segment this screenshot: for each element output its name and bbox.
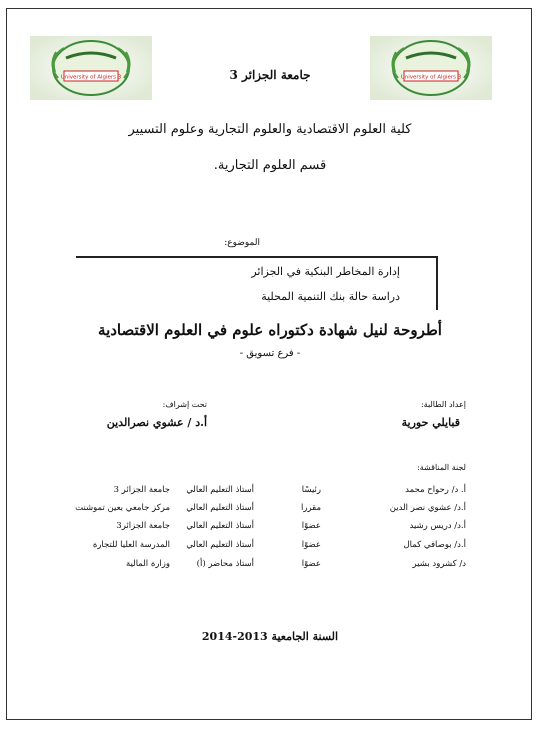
student-name: قبايلي حورية xyxy=(401,416,460,429)
supervisor-label: تحت إشراف: xyxy=(162,400,207,409)
member-rank: أستاذ التعليم العالي xyxy=(186,485,254,495)
member-name: أ.د/ عشوي نصر الدين xyxy=(389,503,466,513)
supervisor-name: أ.د / عشوي نصرالدين xyxy=(106,416,207,429)
member-role: رئيسًا xyxy=(301,485,321,495)
member-institution: مركز جامعي بعين تموشنت xyxy=(75,503,170,513)
member-role: مقررا xyxy=(300,503,321,513)
member-rank: أستاذ التعليم العالي xyxy=(186,521,254,531)
logo-caption-right: University of Algiers 3 xyxy=(400,74,462,81)
member-name: أ.د/ دريس رشيد xyxy=(409,521,466,531)
member-rank: أستاذ محاضر (أ) xyxy=(196,559,254,569)
page-border xyxy=(6,8,532,720)
faculty-name: كلية العلوم الاقتصادية والعلوم التجارية وعلوم التسيير xyxy=(128,122,412,137)
member-institution: جامعة الجزائر 3 xyxy=(113,485,170,495)
committee-label: لجنة المناقشة: xyxy=(417,463,466,472)
member-role: عضوًا xyxy=(301,559,321,569)
member-institution: جامعة الجزائر3 xyxy=(116,521,170,531)
student-label: إعداد الطالبة: xyxy=(420,400,466,409)
member-name: أ. د/ رحواح محمد xyxy=(405,485,466,495)
department-name: قسم العلوم التجارية. xyxy=(213,158,327,173)
thesis-title: أطروحة لنيل شهادة دكتوراه علوم في العلوم الاقتصادية xyxy=(98,321,442,339)
thesis-branch: - فرع تسويق - xyxy=(239,348,301,359)
academic-year: السنة الجامعية 2013-2014 xyxy=(201,630,339,643)
topic-label: الموضوع: xyxy=(224,238,260,248)
member-rank: أستاذ التعليم العالي xyxy=(186,540,254,550)
university-name: جامعة الجزائر 3 xyxy=(229,68,311,82)
member-role: عضوًا xyxy=(301,521,321,531)
member-institution: وزارة المالية xyxy=(126,559,170,569)
member-institution: المدرسة العليا للتجارة xyxy=(92,540,170,550)
member-name: د/ كشرود بشير xyxy=(412,559,466,569)
topic-line-2: دراسة حالة بنك التنمية المحلية xyxy=(261,290,400,303)
member-rank: أستاذ التعليم العالي xyxy=(186,503,254,513)
member-role: عضوًا xyxy=(301,540,321,550)
topic-line-1: إدارة المخاطر البنكية في الجزائر xyxy=(251,265,400,278)
logo-caption-left: University of Algiers 3 xyxy=(60,74,122,81)
member-name: أ.د/ بوصافي كمال xyxy=(403,540,466,550)
